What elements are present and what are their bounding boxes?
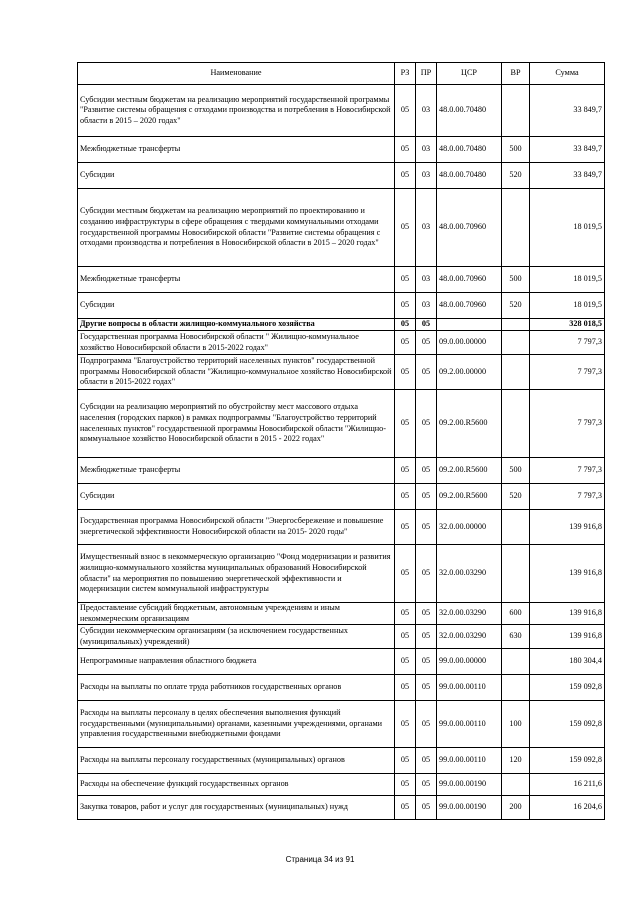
cell-csr: 99.0.00.00110 [437, 701, 502, 748]
cell-sum: 7 797,3 [530, 331, 605, 355]
cell-rz: 05 [395, 137, 416, 163]
cell-rz: 05 [395, 85, 416, 137]
cell-csr: 32.0.00.03290 [437, 545, 502, 603]
cell-vr: 520 [502, 293, 530, 319]
header-csr: ЦСР [437, 63, 502, 85]
cell-csr: 99.0.00.00110 [437, 675, 502, 701]
table-row [78, 774, 605, 796]
cell-name: Непрограммные направления областного бюджета [78, 649, 395, 675]
cell-name: Субсидии [78, 484, 395, 510]
cell-name: Закупка товаров, работ и услуг для государственных (муниципальных) нужд [78, 796, 395, 820]
table-row [78, 355, 605, 390]
cell-csr: 48.0.00.70960 [437, 293, 502, 319]
table-row [78, 390, 605, 458]
table-body [78, 85, 605, 820]
cell-rz: 05 [395, 774, 416, 796]
table-row [78, 319, 605, 331]
cell-sum: 7 797,3 [530, 390, 605, 458]
cell-name: Межбюджетные трансферты [78, 267, 395, 293]
cell-vr [502, 774, 530, 796]
cell-pr: 03 [416, 293, 437, 319]
cell-pr: 05 [416, 701, 437, 748]
cell-csr: 09.2.00.R5600 [437, 390, 502, 458]
cell-csr: 09.2.00.00000 [437, 355, 502, 390]
cell-csr: 32.0.00.00000 [437, 510, 502, 545]
cell-sum: 33 849,7 [530, 85, 605, 137]
cell-csr: 99.0.00.00190 [437, 796, 502, 820]
cell-name: Расходы на выплаты по оплате труда работников государственных органов [78, 675, 395, 701]
cell-vr: 500 [502, 137, 530, 163]
table-row [78, 625, 605, 649]
cell-sum: 328 018,5 [530, 319, 605, 331]
cell-rz: 05 [395, 163, 416, 189]
cell-sum: 139 916,8 [530, 510, 605, 545]
cell-pr: 03 [416, 163, 437, 189]
cell-pr: 05 [416, 390, 437, 458]
cell-sum: 7 797,3 [530, 458, 605, 484]
cell-rz: 05 [395, 675, 416, 701]
cell-vr [502, 510, 530, 545]
cell-pr: 05 [416, 484, 437, 510]
cell-pr: 05 [416, 510, 437, 545]
cell-csr: 32.0.00.03290 [437, 603, 502, 625]
cell-rz: 05 [395, 603, 416, 625]
cell-vr [502, 545, 530, 603]
table-row [78, 267, 605, 293]
header-rz: РЗ [395, 63, 416, 85]
cell-pr: 03 [416, 137, 437, 163]
cell-sum: 7 797,3 [530, 355, 605, 390]
header-sum: Сумма [530, 63, 605, 85]
cell-sum: 33 849,7 [530, 163, 605, 189]
cell-vr [502, 319, 530, 331]
cell-sum: 18 019,5 [530, 293, 605, 319]
table-row [78, 603, 605, 625]
cell-csr: 48.0.00.70480 [437, 85, 502, 137]
cell-name: Субсидии [78, 293, 395, 319]
table-row [78, 701, 605, 748]
cell-rz: 05 [395, 458, 416, 484]
header-pr: ПР [416, 63, 437, 85]
cell-csr: 99.0.00.00000 [437, 649, 502, 675]
cell-vr [502, 675, 530, 701]
table-row [78, 675, 605, 701]
cell-sum: 139 916,8 [530, 545, 605, 603]
cell-vr: 100 [502, 701, 530, 748]
cell-rz: 05 [395, 267, 416, 293]
cell-pr: 03 [416, 85, 437, 137]
cell-name: Субсидии местным бюджетам на реализацию мероприятий по проектированию и созданию инфраструктуры в сфере обращения с твердыми коммунальными отходами государственной программы Новосибирской области "Развитие системы обращения с отходами производства и потребления в Новосибирской области в 2015 – 2020 годах" [78, 189, 395, 267]
cell-rz: 05 [395, 484, 416, 510]
cell-pr: 05 [416, 319, 437, 331]
cell-name: Межбюджетные трансферты [78, 137, 395, 163]
cell-pr: 05 [416, 748, 437, 774]
cell-sum: 7 797,3 [530, 484, 605, 510]
cell-vr: 630 [502, 625, 530, 649]
cell-name: Расходы на обеспечение функций государственных органов [78, 774, 395, 796]
table-row [78, 331, 605, 355]
cell-name: Расходы на выплаты персоналу государственных (муниципальных) органов [78, 748, 395, 774]
cell-rz: 05 [395, 649, 416, 675]
table-row [78, 458, 605, 484]
table-row [78, 163, 605, 189]
page-number: Страница 34 из 91 [285, 855, 355, 864]
cell-rz: 05 [395, 293, 416, 319]
cell-csr: 48.0.00.70480 [437, 137, 502, 163]
table-row [78, 85, 605, 137]
cell-pr: 05 [416, 545, 437, 603]
cell-sum: 33 849,7 [530, 137, 605, 163]
cell-rz: 05 [395, 390, 416, 458]
cell-name: Межбюджетные трансферты [78, 458, 395, 484]
cell-pr: 05 [416, 796, 437, 820]
cell-name: Субсидии на реализацию мероприятий по обустройству мест массового отдыха населения (городских парков) в рамках подпрограммы "Благоустройство территорий населенных пунктов" государственной программы Новосибирской области "Жилищно-коммунальное хозяйство Новосибирской области в 2015 - 2022 годах" [78, 390, 395, 458]
cell-vr: 200 [502, 796, 530, 820]
cell-vr [502, 85, 530, 137]
cell-sum: 159 092,8 [530, 675, 605, 701]
table-row [78, 293, 605, 319]
table-row [78, 545, 605, 603]
cell-name: Имущественный взнос в некоммерческую организацию "Фонд модернизации и развития жилищно-коммунального хозяйства муниципальных образований Новосибирской области" на мероприятия по повышению энергетической эффективности и модернизации систем коммунальной инфраструктуры [78, 545, 395, 603]
cell-rz: 05 [395, 355, 416, 390]
cell-vr: 520 [502, 163, 530, 189]
cell-csr: 48.0.00.70960 [437, 267, 502, 293]
cell-sum: 159 092,8 [530, 748, 605, 774]
budget-table [77, 62, 605, 820]
cell-sum: 16 211,6 [530, 774, 605, 796]
cell-csr: 09.2.00.R5600 [437, 458, 502, 484]
table-header-row [78, 63, 605, 85]
cell-pr: 05 [416, 625, 437, 649]
cell-pr: 05 [416, 331, 437, 355]
cell-csr: 48.0.00.70960 [437, 189, 502, 267]
cell-rz: 05 [395, 189, 416, 267]
cell-vr [502, 390, 530, 458]
cell-rz: 05 [395, 701, 416, 748]
cell-pr: 05 [416, 458, 437, 484]
cell-name: Расходы на выплаты персоналу в целях обеспечения выполнения функций государственными (муниципальными) органами, казенными учреждениями, органами управления государственными внебюджетными фондами [78, 701, 395, 748]
table-row [78, 510, 605, 545]
cell-vr [502, 189, 530, 267]
cell-rz: 05 [395, 510, 416, 545]
cell-pr: 05 [416, 603, 437, 625]
cell-sum: 18 019,5 [530, 189, 605, 267]
table-row [78, 796, 605, 820]
table-row [78, 189, 605, 267]
cell-vr: 120 [502, 748, 530, 774]
cell-vr: 520 [502, 484, 530, 510]
cell-csr: 09.2.00.R5600 [437, 484, 502, 510]
cell-rz: 05 [395, 796, 416, 820]
cell-pr: 05 [416, 355, 437, 390]
cell-vr: 500 [502, 267, 530, 293]
cell-csr [437, 319, 502, 331]
cell-vr: 500 [502, 458, 530, 484]
cell-pr: 03 [416, 267, 437, 293]
cell-pr: 03 [416, 189, 437, 267]
cell-name: Субсидии [78, 163, 395, 189]
cell-name: Государственная программа Новосибирской области " Жилищно-коммунальное хозяйство Новосибирской области в 2015-2022 годах" [78, 331, 395, 355]
cell-name: Предоставление субсидий бюджетным, автономным учреждениям и иным некоммерческим организациям [78, 603, 395, 625]
cell-name: Государственная программа Новосибирской области "Энергосбережение и повышение энергетической эффективности Новосибирской области на 2015- 2020 годы" [78, 510, 395, 545]
cell-vr [502, 649, 530, 675]
cell-vr [502, 355, 530, 390]
cell-sum: 18 019,5 [530, 267, 605, 293]
cell-sum: 139 916,8 [530, 625, 605, 649]
cell-sum: 139 916,8 [530, 603, 605, 625]
table-row [78, 484, 605, 510]
cell-name: Субсидии местным бюджетам на реализацию мероприятий государственной программы "Развитие системы обращения с отходами производства и потребления в Новосибирской области в 2015 – 2020 годах" [78, 85, 395, 137]
cell-name: Подпрограмма "Благоустройство территорий населенных пунктов" государственной программы Новосибирской области "Жилищно-коммунальное хозяйство Новосибирской области в 2015-2022 годах" [78, 355, 395, 390]
cell-csr: 32.0.00.03290 [437, 625, 502, 649]
cell-name: Другие вопросы в области жилищно-коммунального хозяйства [78, 319, 395, 331]
cell-rz: 05 [395, 331, 416, 355]
header-vr: ВР [502, 63, 530, 85]
cell-rz: 05 [395, 625, 416, 649]
cell-pr: 05 [416, 649, 437, 675]
cell-pr: 05 [416, 675, 437, 701]
cell-csr: 09.0.00.00000 [437, 331, 502, 355]
table-row [78, 748, 605, 774]
cell-sum: 159 092,8 [530, 701, 605, 748]
cell-vr: 600 [502, 603, 530, 625]
table-row [78, 649, 605, 675]
cell-sum: 180 304,4 [530, 649, 605, 675]
cell-csr: 99.0.00.00110 [437, 748, 502, 774]
cell-csr: 99.0.00.00190 [437, 774, 502, 796]
cell-name: Субсидии некоммерческим организациям (за исключением государственных (муниципальных) учреждений) [78, 625, 395, 649]
cell-csr: 48.0.00.70480 [437, 163, 502, 189]
table-row [78, 137, 605, 163]
cell-rz: 05 [395, 748, 416, 774]
header-name: Наименование [78, 63, 395, 85]
cell-vr [502, 331, 530, 355]
cell-rz: 05 [395, 545, 416, 603]
cell-pr: 05 [416, 774, 437, 796]
cell-rz: 05 [395, 319, 416, 331]
cell-sum: 16 204,6 [530, 796, 605, 820]
